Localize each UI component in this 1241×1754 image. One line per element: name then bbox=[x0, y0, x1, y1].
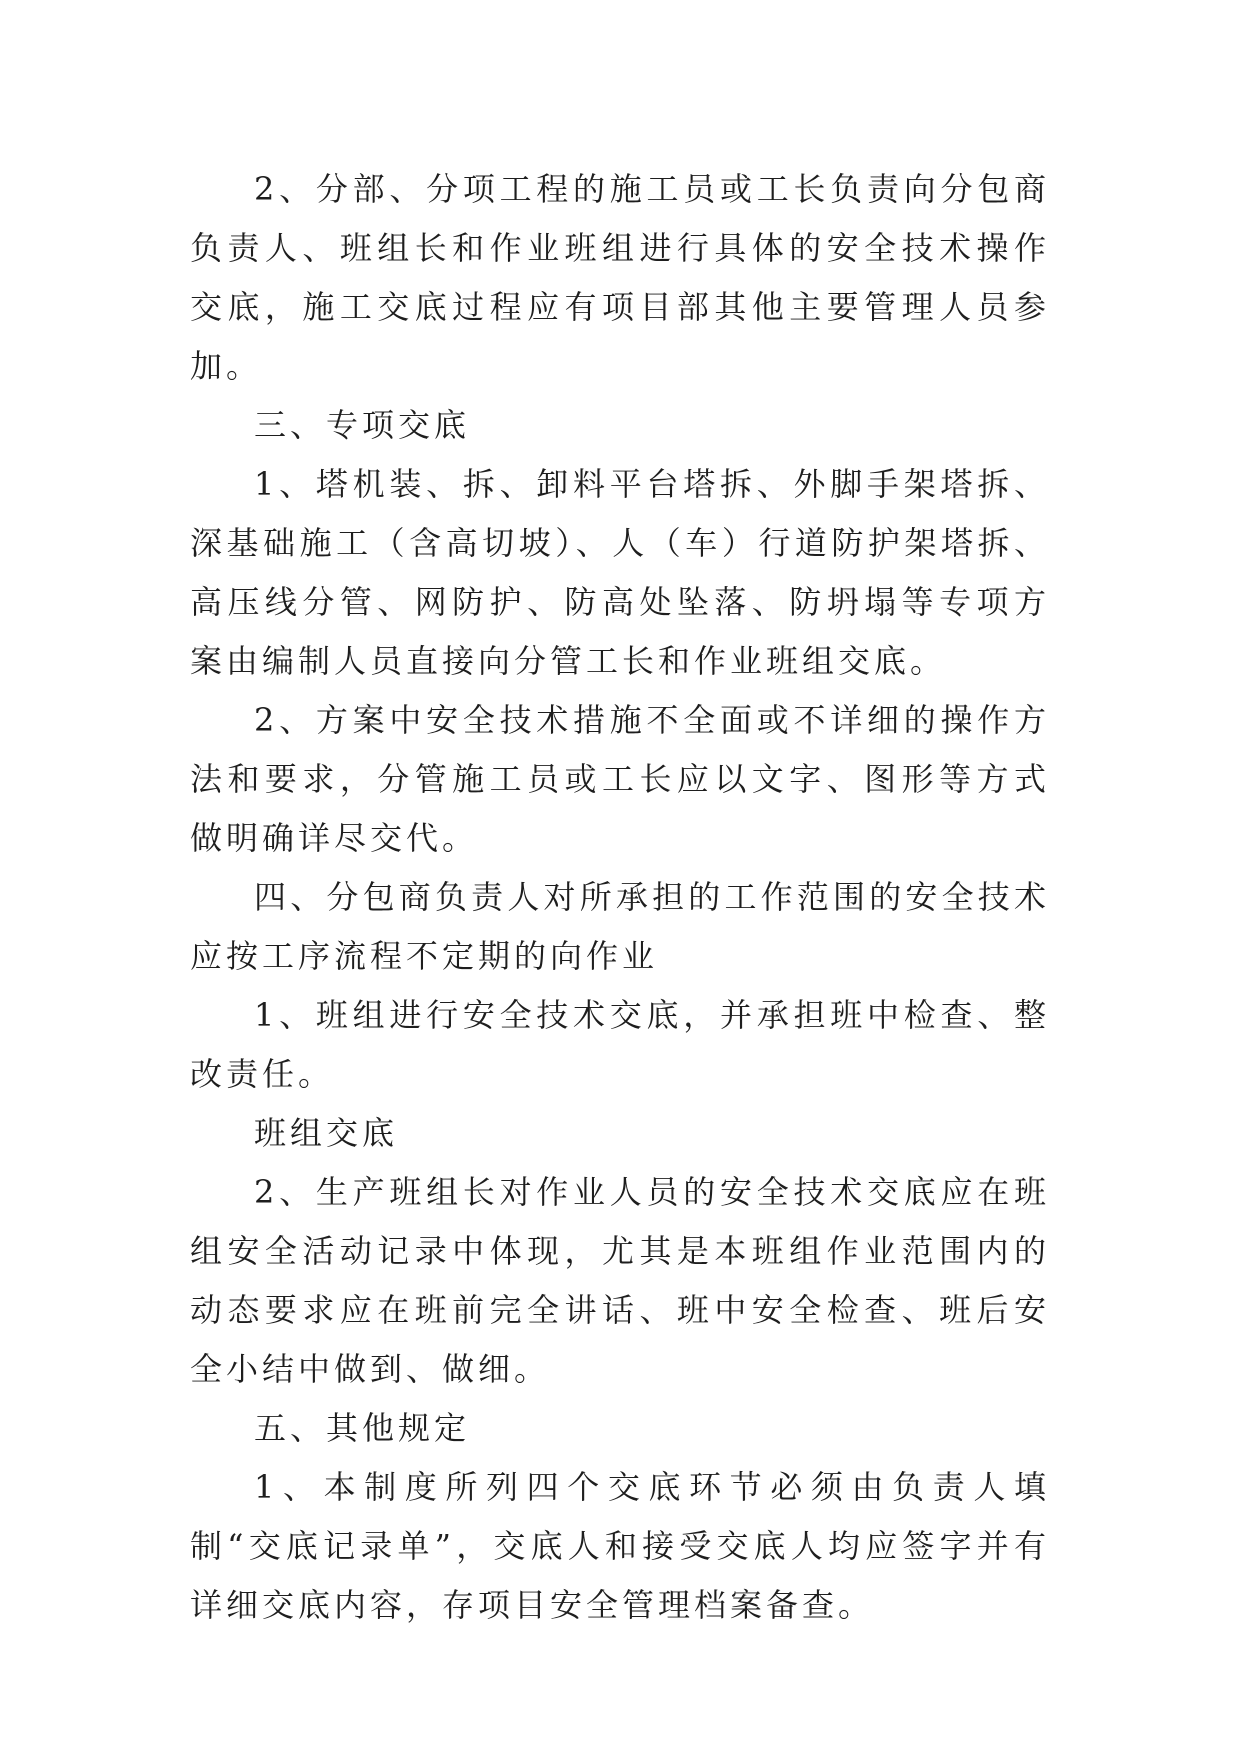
heading-other-rules: 五、其他规定 bbox=[254, 1409, 471, 1447]
paragraph-plan-supplement: 2、方案中安全技术措施不全面或不详细的操作方法和要求，分管施工员或工长应以文字、图形等方式做明确详尽交代。 bbox=[190, 701, 1050, 857]
paragraph-team-disclosure: 1、班组进行安全技术交底，并承担班中检查、整改责任。 bbox=[190, 996, 1050, 1093]
paragraph-record-sheet: 1、本制度所列四个交底环节必须由负责人填制“交底记录单”，交底人和接受交底人均应签字并有详细交底内容，存项目安全管理档案备查。 bbox=[190, 1468, 1050, 1624]
paragraph-team-leader-disclosure: 2、生产班组长对作业人员的安全技术交底应在班组安全活动记录中体现，尤其是本班组作业范围内的动态要求应在班前完全讲话、班中安全检查、班后安全小结中做到、做细。 bbox=[190, 1173, 1050, 1388]
heading-subcontractor-disclosure: 四、分包商负责人对所承担的工作范围的安全技术应按工序流程不定期的向作业 bbox=[190, 878, 1050, 975]
document-body bbox=[190, 160, 1050, 1635]
heading-special-disclosure: 三、专项交底 bbox=[254, 406, 471, 444]
heading-team-disclosure: 班组交底 bbox=[254, 1114, 399, 1152]
paragraph-construction-disclosure: 2、分部、分项工程的施工员或工长负责向分包商负责人、班组长和作业班组进行具体的安全技术操作交底，施工交底过程应有项目部其他主要管理人员参加。 bbox=[190, 170, 1050, 385]
paragraph-special-plans: 1、塔机装、拆、卸料平台塔拆、外脚手架塔拆、深基础施工（含高切坡）、人（车）行道防护架塔拆、高压线分管、网防护、防高处坠落、防坍塌等专项方案由编制人员直接向分管工长和作业班组交底。 bbox=[190, 465, 1050, 680]
